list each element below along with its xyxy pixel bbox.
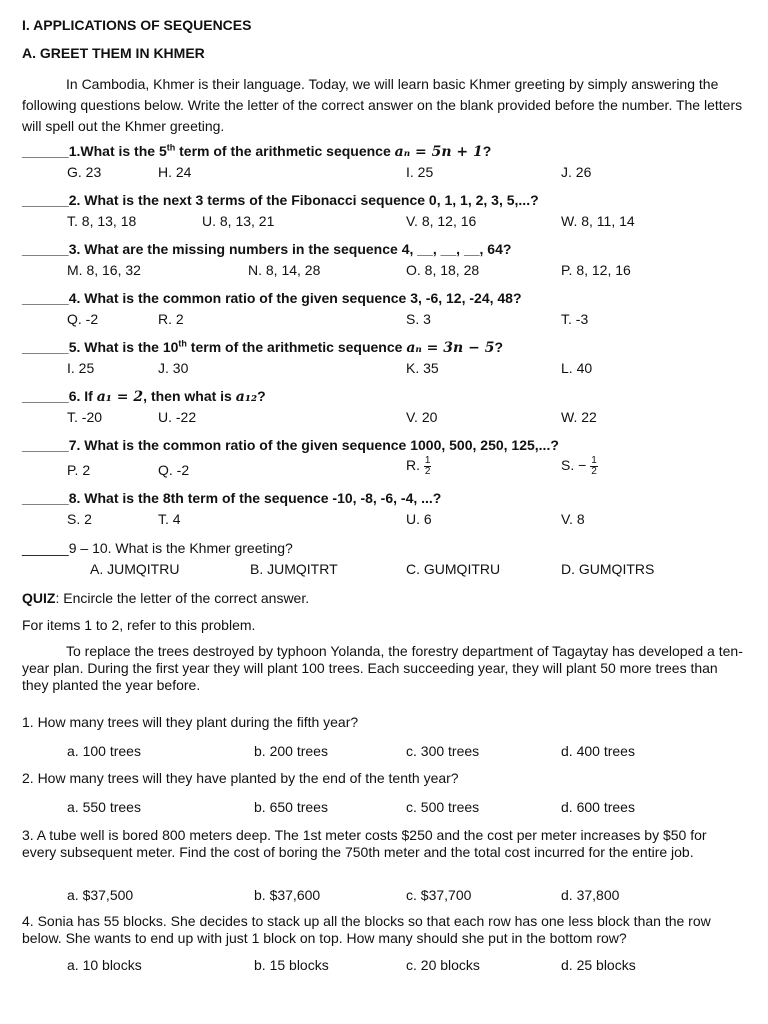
formula: a₁ = 2 bbox=[96, 389, 144, 405]
question-4: ______4. What is the common ratio of the given sequence 3, -6, 12, -24, 48? bbox=[22, 290, 522, 306]
choice-8c: U. 6 bbox=[406, 511, 432, 527]
choice-3d: P. 8, 12, 16 bbox=[561, 262, 631, 278]
quiz-choice-4d: d. 25 blocks bbox=[561, 957, 636, 973]
quiz-choice-3a: a. $37,500 bbox=[67, 887, 134, 903]
quiz-instruction-line bbox=[22, 590, 309, 606]
choice-6b: U. -22 bbox=[158, 409, 197, 425]
question-end: ? bbox=[482, 143, 492, 159]
question-2: ______2. What is the next 3 terms of the Fibonacci sequence 0, 1, 1, 2, 3, 5,...? bbox=[22, 192, 539, 208]
quiz-problem: To replace the trees destroyed by typhoon Yolanda, the forestry department of Tagaytay has developed a ten-year plan. During the first year they will plant 100 trees. Each succeeding year, they will plant 50 more trees than they planted the year before. bbox=[22, 643, 743, 693]
choice-3c: O. 8, 18, 28 bbox=[406, 262, 480, 278]
part-a-heading: A. GREET THEM IN KHMER bbox=[22, 45, 205, 61]
question-9-10: ______9 – 10. What is the Khmer greeting? bbox=[22, 540, 293, 556]
choice-5b: J. 30 bbox=[158, 360, 189, 376]
choice-1b: H. 24 bbox=[158, 164, 192, 180]
quiz-instruction: : Encircle the letter of the correct answer. bbox=[55, 590, 310, 606]
section-title: I. APPLICATIONS OF SEQUENCES bbox=[22, 17, 252, 33]
choice-7d: S. − $\frac{1}{2}$ bbox=[561, 455, 597, 477]
quiz-question-4: 4. Sonia has 55 blocks. She decides to stack up all the blocks so that each row has one less block than the row below. She wants to end up with just 1 block on top. How many should she put in the bottom row? bbox=[22, 913, 711, 946]
quiz-question-3: 3. A tube well is bored 800 meters deep. The 1st meter costs $250 and the cost per meter increases by $50 for every subsequent meter. Find the cost of boring the 750th meter and the total cost incurred for the entire job. bbox=[22, 827, 707, 860]
choice-4d: T. -3 bbox=[561, 311, 589, 327]
question-tail: , then what is bbox=[143, 388, 236, 404]
choice-9b: B. JUMQITRT bbox=[250, 561, 338, 577]
quiz-choice-4c: c. 20 blocks bbox=[406, 957, 480, 973]
quiz-note: For items 1 to 2, refer to this problem. bbox=[22, 617, 256, 633]
choice-9c: C. GUMQITRU bbox=[406, 561, 501, 577]
quiz-choice-4a: a. 10 blocks bbox=[67, 957, 142, 973]
formula-target: a₁₂ bbox=[235, 389, 258, 405]
quiz-label: QUIZ bbox=[22, 590, 56, 606]
choice-8b: T. 4 bbox=[158, 511, 181, 527]
choice-6a: T. -20 bbox=[67, 409, 103, 425]
question-end: ? bbox=[257, 388, 266, 404]
choice-7a: P. 2 bbox=[67, 462, 91, 478]
quiz-choice-4b: b. 15 blocks bbox=[254, 957, 329, 973]
formula: aₙ = 3n − 5 bbox=[406, 340, 495, 356]
choice-2c: V. 8, 12, 16 bbox=[406, 213, 477, 229]
choice-2a: T. 8, 13, 18 bbox=[67, 213, 137, 229]
question-stem: ______6. If bbox=[22, 388, 97, 404]
choice-5c: K. 35 bbox=[406, 360, 439, 376]
choice-3b: N. 8, 14, 28 bbox=[248, 262, 321, 278]
choice-3a: M. 8, 16, 32 bbox=[67, 262, 141, 278]
choice-8d: V. 8 bbox=[561, 511, 585, 527]
choice-4b: R. 2 bbox=[158, 311, 184, 327]
quiz-choice-2c: c. 500 trees bbox=[406, 799, 480, 815]
choice-2d: W. 8, 11, 14 bbox=[561, 213, 635, 229]
quiz-choice-2b: b. 650 trees bbox=[254, 799, 328, 815]
quiz-choice-3c: c. $37,700 bbox=[406, 887, 472, 903]
choice-1a: G. 23 bbox=[67, 164, 102, 180]
question-6 bbox=[22, 388, 266, 405]
choice-4c: S. 3 bbox=[406, 311, 431, 327]
question-8: ______8. What is the 8th term of the sequence -10, -8, -6, -4, ...? bbox=[22, 490, 442, 506]
quiz-choice-2a: a. 550 trees bbox=[67, 799, 141, 815]
choice-9a: A. JUMQITRU bbox=[90, 561, 180, 577]
quiz-choice-1d: d. 400 trees bbox=[561, 743, 635, 759]
choice-7b: Q. -2 bbox=[158, 462, 190, 478]
question-stem: ______1.What is the 5 bbox=[22, 143, 167, 159]
question-tail: term of the arithmetic sequence bbox=[175, 143, 395, 159]
choice-1c: I. 25 bbox=[406, 164, 434, 180]
choice-5a: I. 25 bbox=[67, 360, 95, 376]
choice-1d: J. 26 bbox=[561, 164, 592, 180]
question-tail: term of the arithmetic sequence bbox=[186, 339, 407, 355]
quiz-choice-1b: b. 200 trees bbox=[254, 743, 328, 759]
quiz-choice-3b: b. $37,600 bbox=[254, 887, 321, 903]
choice-2b: U. 8, 13, 21 bbox=[202, 213, 275, 229]
question-end: ? bbox=[494, 339, 503, 355]
question-stem: ______5. What is the 10 bbox=[22, 339, 179, 355]
choice-9d: D. GUMQITRS bbox=[561, 561, 655, 577]
choice-7c: R. $\frac{1}{2}$ bbox=[406, 455, 431, 477]
quiz-question-2: 2. How many trees will they have planted by the end of the tenth year? bbox=[22, 770, 459, 786]
choice-5d: L. 40 bbox=[561, 360, 593, 376]
quiz-question-1: 1. How many trees will they plant during the fifth year? bbox=[22, 714, 359, 730]
question-1 bbox=[22, 143, 491, 160]
quiz-choice-1c: c. 300 trees bbox=[406, 743, 480, 759]
question-5 bbox=[22, 339, 503, 356]
intro-paragraph: In Cambodia, Khmer is their language. Today, we will learn basic Khmer greeting by simply answering the following questions below. Write the letter of the correct answer on the blank provided before the number. The letters will spell out the Khmer greeting. bbox=[22, 76, 743, 134]
choice-6d: W. 22 bbox=[561, 409, 597, 425]
choice-4a: Q. -2 bbox=[67, 311, 99, 327]
quiz-choice-1a: a. 100 trees bbox=[67, 743, 141, 759]
question-7: ______7. What is the common ratio of the given sequence 1000, 500, 250, 125,...? bbox=[22, 437, 559, 453]
question-3: ______3. What are the missing numbers in the sequence 4, __, __, __, 64? bbox=[22, 241, 512, 257]
choice-6c: V. 20 bbox=[406, 409, 438, 425]
ordinal-suffix: th bbox=[166, 142, 176, 153]
quiz-choice-2d: d. 600 trees bbox=[561, 799, 635, 815]
quiz-choice-3d: d. 37,800 bbox=[561, 887, 620, 903]
choice-8a: S. 2 bbox=[67, 511, 92, 527]
ordinal-suffix: th bbox=[178, 338, 187, 349]
formula: aₙ = 5n + 1 bbox=[394, 144, 483, 160]
